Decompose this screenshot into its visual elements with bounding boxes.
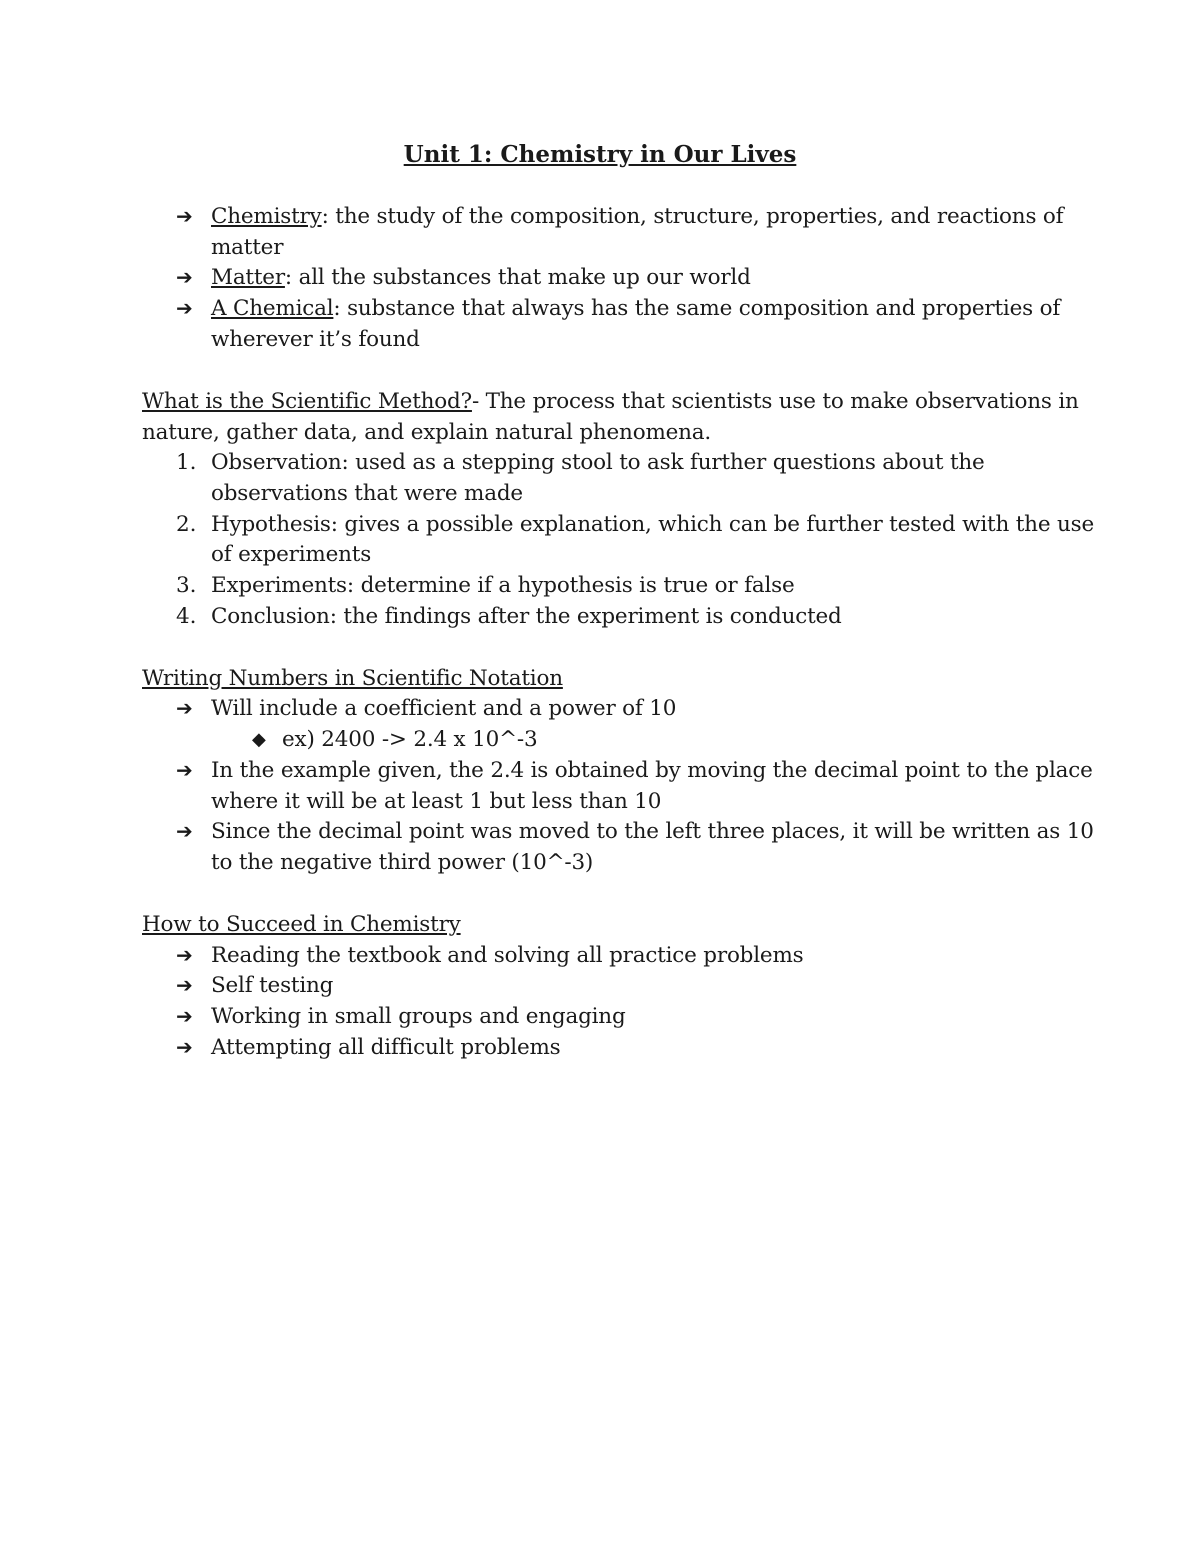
page-title: Unit 1: Chemistry in Our Lives xyxy=(403,141,797,168)
definition-text: : all the substances that make up our world xyxy=(284,265,751,290)
step-experiments-line1: Experiments: determine if a hypothesis is true or false xyxy=(211,573,795,598)
definition-chemical-line2: wherever it’s found xyxy=(211,327,420,352)
term-chemistry: Chemistry xyxy=(211,204,322,229)
list-number: 3. xyxy=(176,573,197,598)
definition-chemistry-line1 xyxy=(211,201,1063,232)
arrow-right-icon: ➔ xyxy=(176,943,193,967)
step-hypothesis-line2: of experiments xyxy=(211,542,372,567)
section-heading-scientific-method: What is the Scientific Method? xyxy=(142,389,472,414)
succeed-bullet-3: Working in small groups and engaging xyxy=(211,1004,626,1029)
arrow-right-icon: ➔ xyxy=(176,1035,193,1059)
section-heading-scientific-notation: Writing Numbers in Scientific Notation xyxy=(142,666,563,691)
definition-chemistry-line2: matter xyxy=(211,235,284,260)
succeed-bullet-2: Self testing xyxy=(211,973,334,998)
list-number: 1. xyxy=(176,450,197,475)
arrow-right-icon: ➔ xyxy=(176,819,193,843)
step-conclusion-line1: Conclusion: the findings after the experiment is conducted xyxy=(211,604,842,629)
arrow-right-icon: ➔ xyxy=(176,296,193,320)
notation-bullet-1: Will include a coefficient and a power of 10 xyxy=(211,696,677,721)
list-number: 2. xyxy=(176,512,197,537)
scientific-method-intro-line2: nature, gather data, and explain natural phenomena. xyxy=(142,420,712,445)
step-hypothesis-line1: Hypothesis: gives a possible explanation, which can be further tested with the use xyxy=(211,512,1094,537)
notation-example: ex) 2400 -> 2.4 x 10^-3 xyxy=(282,727,538,752)
definition-text: : substance that always has the same composition and properties of xyxy=(333,296,1061,321)
arrow-right-icon: ➔ xyxy=(176,758,193,782)
term-a-chemical: A Chemical xyxy=(211,296,334,321)
notation-bullet-2-line2: where it will be at least 1 but less than 10 xyxy=(211,789,662,814)
notation-bullet-2-line1: In the example given, the 2.4 is obtained by moving the decimal point to the place xyxy=(211,758,1093,783)
arrow-right-icon: ➔ xyxy=(176,973,193,997)
succeed-bullet-4: Attempting all difficult problems xyxy=(211,1035,561,1060)
term-matter: Matter xyxy=(211,265,285,290)
definition-chemical-line1 xyxy=(211,293,1060,324)
definition-matter-line1 xyxy=(211,262,751,293)
step-observation-line2: observations that were made xyxy=(211,481,523,506)
notation-bullet-3-line2: to the negative third power (10^-3) xyxy=(211,850,594,875)
arrow-right-icon: ➔ xyxy=(176,1004,193,1028)
scientific-method-intro-line1 xyxy=(142,386,1079,417)
definition-text: : the study of the composition, structure, properties, and reactions of xyxy=(321,204,1064,229)
step-observation-line1: Observation: used as a stepping stool to ask further questions about the xyxy=(211,450,985,475)
arrow-right-icon: ➔ xyxy=(176,696,193,720)
arrow-right-icon: ➔ xyxy=(176,204,193,228)
diamond-icon: ◆ xyxy=(252,729,266,750)
succeed-bullet-1: Reading the textbook and solving all practice problems xyxy=(211,943,804,968)
notation-bullet-3-line1: Since the decimal point was moved to the left three places, it will be written as 10 xyxy=(211,819,1094,844)
list-number: 4. xyxy=(176,604,197,629)
arrow-right-icon: ➔ xyxy=(176,265,193,289)
section-heading-succeed: How to Succeed in Chemistry xyxy=(142,912,461,937)
intro-text: - The process that scientists use to make observations in xyxy=(471,389,1079,414)
